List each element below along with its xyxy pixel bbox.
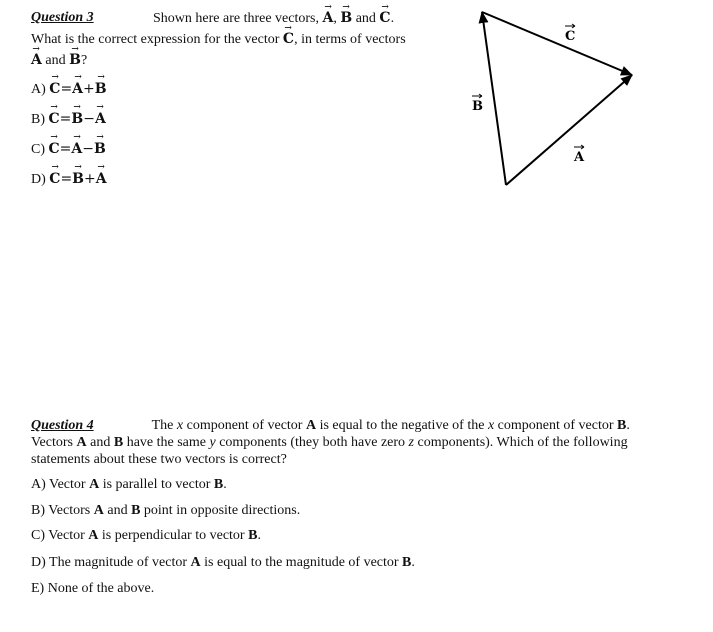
q4-text: . [626, 418, 630, 433]
option-term2: → A [95, 111, 106, 127]
option-label: D) [31, 172, 46, 187]
q4-block [31, 417, 691, 468]
q4-var-y: y [209, 435, 216, 450]
option-term1: → A [71, 141, 82, 157]
answer-vector: B [213, 477, 224, 492]
option-lhs: → C [49, 111, 60, 127]
vector-b-arrow [482, 12, 506, 185]
operator: + [84, 171, 96, 187]
q4-answer-b [31, 503, 300, 519]
answer-text: . [411, 555, 415, 570]
answer-text: . [223, 477, 227, 492]
answer-text: A) Vector [31, 477, 86, 492]
answer-text: and [107, 503, 128, 518]
q4-answer-d [31, 555, 415, 571]
option-term1: → B [72, 171, 84, 187]
option-lhs: → C [49, 141, 60, 157]
period: . [390, 11, 395, 26]
q4-text: and [90, 435, 111, 450]
q3-option-a [31, 81, 107, 98]
vector-c-arrow [482, 12, 632, 75]
q4-var-x: x [176, 418, 184, 433]
q4-text: is equal to the negative of the [319, 418, 485, 433]
q3-option-c [31, 141, 106, 158]
q4-line1 [31, 417, 691, 434]
and-word: and [355, 11, 376, 26]
q3-intro [153, 9, 394, 28]
vector-triangle-diagram [460, 0, 660, 200]
diagram-label-b [472, 94, 483, 114]
q4-answer-e: E) None of the above. [31, 581, 155, 596]
option-lhs: → C [49, 171, 60, 187]
answer-text: B) Vectors [31, 503, 91, 518]
answer-vector: B [402, 555, 412, 570]
comma: , [333, 11, 337, 26]
option-label: B) [31, 112, 45, 127]
vector-c-symbol: → C [379, 9, 390, 27]
and-word: and [45, 53, 66, 68]
label-b-text: B [472, 99, 483, 114]
q4-text: components). Which of the following [417, 435, 628, 450]
option-label: A) [31, 82, 46, 97]
answer-vector: A [190, 555, 201, 570]
q4-vector-a: A [305, 418, 317, 433]
q4-var-z: z [408, 435, 414, 450]
q4-heading: Question 4 [31, 418, 94, 433]
answer-vector: A [89, 477, 100, 492]
operator: + [83, 81, 95, 97]
equals-sign: = [60, 171, 73, 187]
q3-intro-text: Shown here are three vectors, [153, 11, 319, 26]
q4-vector-a: A [76, 435, 87, 450]
answer-vector: B [131, 503, 141, 518]
q4-text: component of vector [186, 418, 303, 433]
q4-var-x: x [487, 418, 495, 433]
q4-text: component of vector [497, 418, 614, 433]
answer-text: . [257, 528, 261, 543]
answer-vector: A [93, 503, 104, 518]
q4-answer-c [31, 528, 261, 544]
option-lhs: → C [49, 81, 60, 97]
option-term2: → B [95, 81, 107, 97]
answer-text: is equal to the magnitude of vector [204, 555, 399, 570]
q4-text: have the same [126, 435, 206, 450]
q3-option-b [31, 111, 106, 128]
q4-text: Vectors [31, 435, 73, 450]
option-term1: → B [71, 111, 83, 127]
diagram-label-c [565, 24, 575, 44]
q3-question-prefix: What is the correct expression for the vector [31, 32, 280, 47]
label-a-text: A [574, 150, 585, 165]
answer-text: point in opposite directions. [143, 503, 301, 518]
option-term1: → A [72, 81, 83, 97]
label-c-text: C [565, 29, 576, 44]
equals-sign: = [59, 111, 72, 127]
vector-b-symbol: → B [69, 51, 81, 69]
q3-header-line [31, 9, 94, 27]
q4-answer-a [31, 477, 227, 493]
option-term2: → A [96, 171, 107, 187]
answer-vector: A [88, 528, 99, 543]
operator: − [82, 141, 94, 157]
answer-text: C) Vector [31, 528, 85, 543]
q4-vector-b: B [113, 435, 124, 450]
answer-vector: B [248, 528, 258, 543]
answer-text: is parallel to vector [102, 477, 211, 492]
q3-question-line2 [31, 51, 87, 70]
q4-text: components (they both have zero [219, 435, 406, 450]
option-term2: → B [94, 141, 106, 157]
vector-c-symbol: → C [283, 30, 294, 48]
equals-sign: = [59, 141, 72, 157]
question-mark: ? [80, 53, 88, 68]
q4-line2 [31, 434, 691, 451]
diagram-label-a [573, 145, 585, 165]
option-label: C) [31, 142, 45, 157]
answer-text: is perpendicular to vector [101, 528, 245, 543]
vector-a-symbol: → A [31, 51, 42, 69]
q4-line3: statements about these two vectors is correct? [31, 452, 287, 467]
operator: − [83, 111, 95, 127]
q3-option-d [31, 171, 107, 188]
answer-text: D) The magnitude of vector [31, 555, 188, 570]
q3-question-line1 [31, 30, 406, 49]
q4-vector-b: B [617, 418, 627, 433]
vector-a-arrow [506, 75, 632, 185]
vector-a-symbol: → A [322, 9, 333, 27]
equals-sign: = [60, 81, 73, 97]
vector-b-symbol: → B [340, 9, 352, 27]
q3-heading: Question 3 [31, 10, 94, 25]
q3-question-suffix: , in terms of vectors [294, 32, 406, 47]
q4-text: The [151, 418, 174, 433]
